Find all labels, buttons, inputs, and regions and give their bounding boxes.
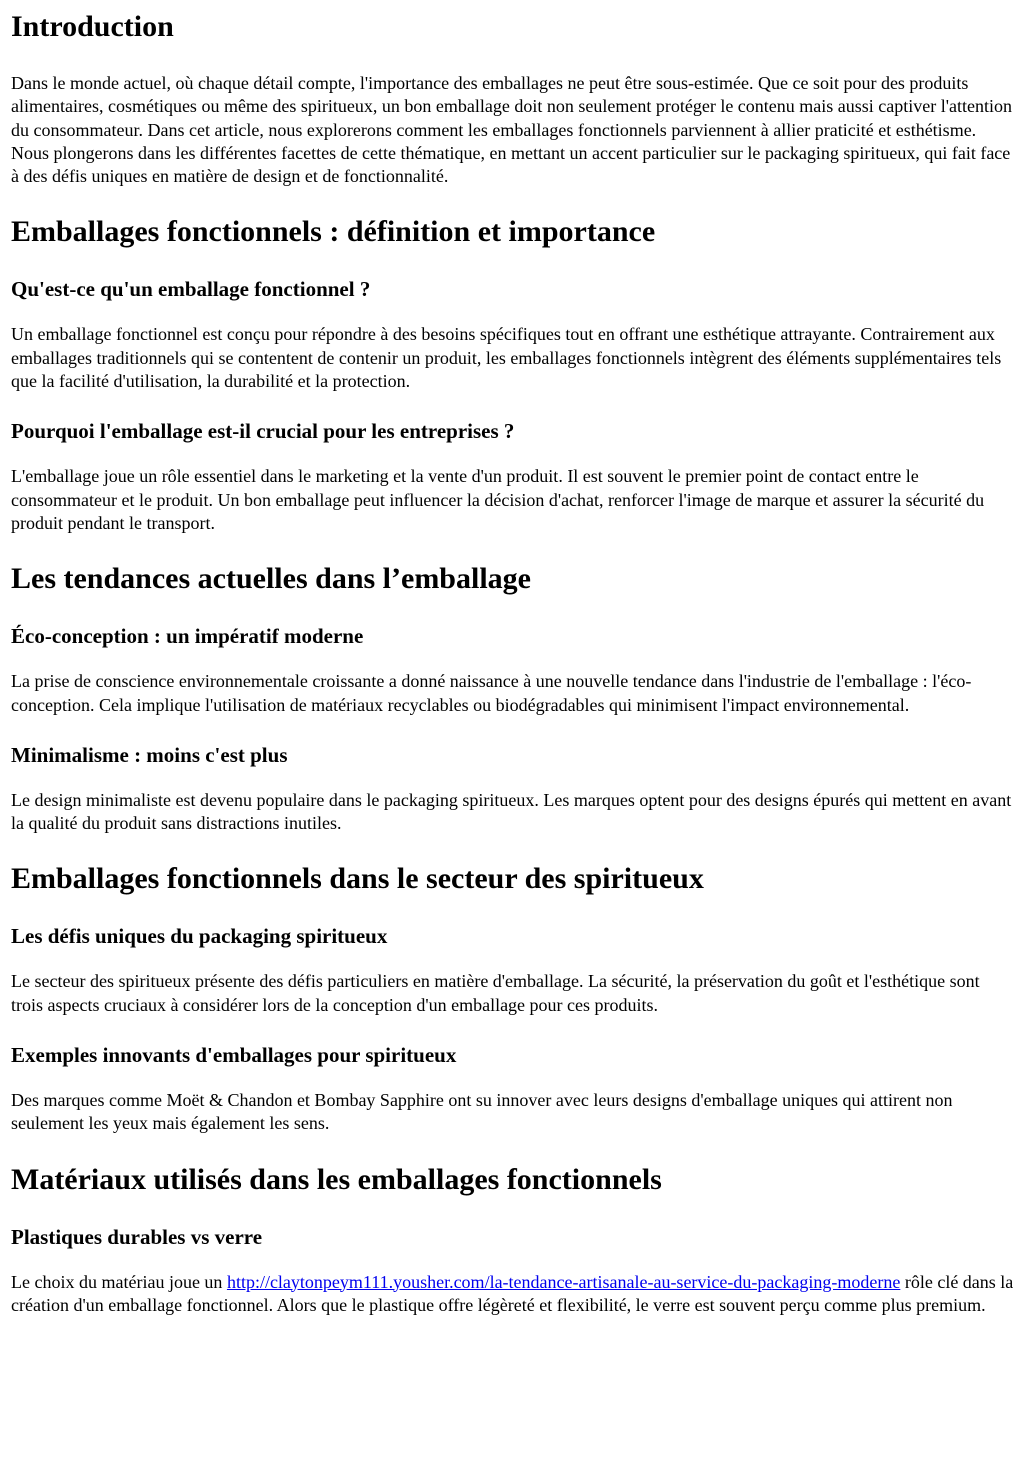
subheading-plastic-vs-glass: Plastiques durables vs verre: [11, 1224, 263, 1249]
intro-heading: Introduction: [11, 10, 174, 43]
intro-paragraph: Dans le monde actuel, où chaque détail compte, l'importance des emballages ne peut être sous-estimée. Que ce soit pour des produits alimentaires, cosmétiques ou même des spiritueux, un bon emballage doit non seulement protéger le contenu mais aussi captiver l'attention du consommateur. Dans cet article, nous explorerons comment les emballages fonctionnels parviennent à allier praticité et esthétisme. Nous plongerons dans les différentes facettes de cette thématique, en mettant un accent particulier sur le packaging spiritueux, qui fait face à des défis uniques en matière de design et de fonctionnalité.: [11, 73, 1012, 187]
subheading-minimalism: Minimalisme : moins c'est plus: [11, 742, 288, 767]
article-link[interactable]: http://claytonpeym111.yousher.com/la-tendance-artisanale-au-service-du-packaging-moderne: [226, 1271, 901, 1292]
paragraph-text-before-link: Le choix du matériau joue un: [11, 1271, 227, 1292]
paragraph-spirits-challenges: Le secteur des spiritueux présente des défis particuliers en matière d'emballage. La sécurité, la préservation du goût et l'esthétique sont trois aspects cruciaux à considérer lors de la conception d'un emballage pour ces produits.: [11, 971, 980, 1015]
section-heading-definition: Emballages fonctionnels : définition et importance: [11, 215, 656, 249]
article: [0, 9, 1024, 1317]
subheading-eco-design: Éco-conception : un impératif moderne: [11, 624, 364, 649]
paragraph-text-after-link: rôle clé dans la création d'un emballage fonctionnel. Alors que le plastique offre légèreté et flexibilité, le verre est souvent perçu comme plus premium.: [11, 1271, 1014, 1315]
paragraph-spirits-examples: Des marques comme Moët & Chandon et Bombay Sapphire ont su innover avec leurs designs d'emballage uniques qui attirent non seulement les yeux mais également les sens.: [11, 1090, 953, 1134]
section-heading-trends: Les tendances actuelles dans l’emballage: [11, 562, 531, 596]
paragraph-eco-design: La prise de conscience environnementale croissante a donné naissance à une nouvelle tendance dans l'industrie de l'emballage : l'éco-conception. Cela implique l'utilisation de matériaux recyclables ou biodégradables qui minimisent l'impact environnemental.: [11, 671, 972, 715]
section-heading-spirits: Emballages fonctionnels dans le secteur des spiritueux: [11, 862, 704, 896]
paragraph-why-crucial: L'emballage joue un rôle essentiel dans le marketing et la vente d'un produit. Il est souvent le premier point de contact entre le consommateur et le produit. Un bon emballage peut influencer la décision d'achat, renforcer l'image de marque et assurer la sécurité du produit pendant le transport.: [11, 466, 985, 533]
subheading-what-is: Qu'est-ce qu'un emballage fonctionnel ?: [11, 277, 371, 302]
paragraph-plastic-vs-glass: [11, 1271, 1014, 1318]
section-heading-materials: Matériaux utilisés dans les emballages fonctionnels: [11, 1162, 662, 1196]
subheading-why-crucial: Pourquoi l'emballage est-il crucial pour les entreprises ?: [11, 419, 515, 444]
paragraph-what-is: Un emballage fonctionnel est conçu pour répondre à des besoins spécifiques tout en offrant une esthétique attrayante. Contrairement aux emballages traditionnels qui se contentent de contenir un produit, les emballages fonctionnels intègrent des éléments supplémentaires tels que la facilité d'utilisation, la durabilité et la protection.: [11, 324, 1002, 392]
subheading-spirits-examples: Exemples innovants d'emballages pour spiritueux: [11, 1043, 457, 1068]
subheading-spirits-challenges: Les défis uniques du packaging spiritueux: [11, 924, 388, 949]
paragraph-minimalism: Le design minimaliste est devenu populaire dans le packaging spiritueux. Les marques optent pour des designs épurés qui mettent en avant la qualité du produit sans distractions inutiles.: [11, 789, 1012, 834]
